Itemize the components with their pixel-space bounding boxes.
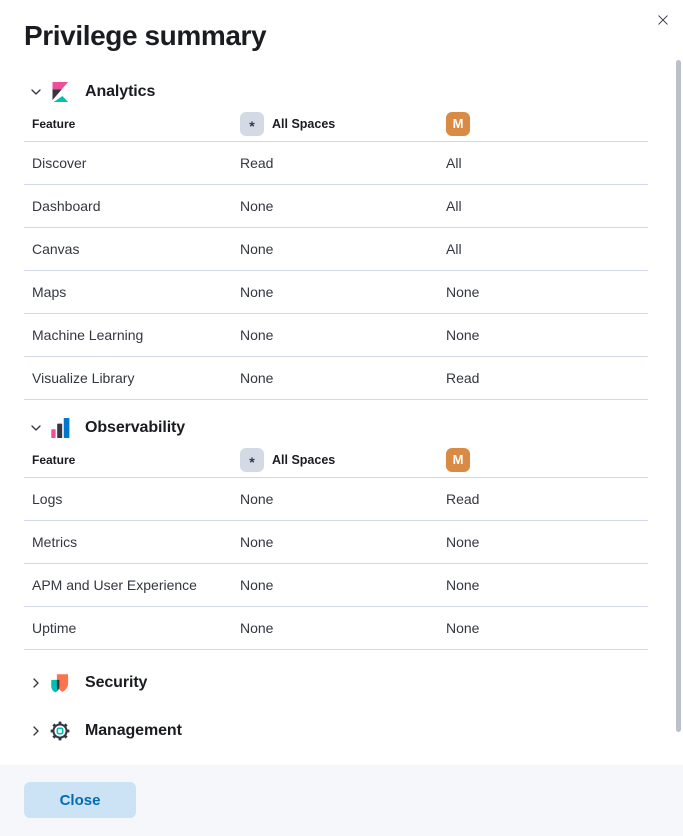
- all-spaces-badge-text: *: [249, 118, 255, 134]
- role-privilege: None: [446, 577, 480, 593]
- section-header-security[interactable]: [24, 671, 648, 695]
- space-privilege: Read: [240, 155, 274, 171]
- all-spaces-avatar: [240, 112, 264, 136]
- chevron-down-icon: [28, 84, 44, 100]
- chevron-down-icon: [28, 420, 44, 436]
- all-spaces-badge-text: *: [249, 454, 255, 470]
- feature-name: Maps: [32, 284, 67, 300]
- section-header-analytics[interactable]: [24, 80, 648, 104]
- table-row: [24, 314, 648, 357]
- role-privilege: All: [446, 198, 462, 214]
- feature-name: Canvas: [32, 241, 80, 257]
- close-x-glyph: [656, 13, 670, 27]
- table-row: [24, 142, 648, 185]
- section-label: Analytics: [85, 83, 156, 100]
- chevron-right-icon: [28, 723, 44, 739]
- feature-name: Uptime: [32, 620, 77, 636]
- table-row: [24, 357, 648, 400]
- space-privilege: None: [240, 198, 274, 214]
- feature-name: Visualize Library: [32, 370, 135, 386]
- table-row: [24, 271, 648, 314]
- space-privilege: None: [240, 284, 274, 300]
- feature-name: Logs: [32, 491, 63, 507]
- feature-name: Metrics: [32, 534, 78, 550]
- role-column-header: [438, 448, 648, 472]
- feature-column-header: Feature: [32, 116, 76, 131]
- section-label: Observability: [85, 419, 186, 436]
- all-spaces-avatar: [240, 448, 264, 472]
- section-observability: [24, 416, 648, 650]
- observability-logo-icon: [50, 418, 70, 438]
- spaces-column-header: [232, 112, 438, 136]
- feature-name: Dashboard: [32, 198, 101, 214]
- table-header-row: [24, 442, 648, 478]
- analytics-privilege-table: [24, 106, 648, 400]
- modal-footer: [0, 765, 683, 836]
- table-header-row: [24, 106, 648, 142]
- section-management: [24, 719, 648, 743]
- section-header-observability[interactable]: [24, 416, 648, 440]
- table-row: [24, 607, 648, 650]
- role-column-header: [438, 112, 648, 136]
- section-security: [24, 671, 648, 695]
- modal-scroll-body: [0, 60, 683, 765]
- space-privilege: None: [240, 491, 274, 507]
- feature-name: Discover: [32, 155, 87, 171]
- table-row: [24, 521, 648, 564]
- management-gear-icon: [50, 721, 70, 741]
- spaces-column-label: All Spaces: [272, 116, 336, 131]
- table-row: [24, 564, 648, 607]
- role-privilege: None: [446, 534, 480, 550]
- spaces-column-label: All Spaces: [272, 452, 336, 467]
- role-badge-text: M: [452, 452, 464, 467]
- space-privilege: None: [240, 620, 274, 636]
- modal-title: Privilege summary: [24, 20, 267, 51]
- table-row: [24, 228, 648, 271]
- section-analytics: [24, 80, 648, 400]
- role-privilege: None: [446, 620, 480, 636]
- spaces-column-header: [232, 448, 438, 472]
- role-privilege: Read: [446, 491, 480, 507]
- section-label: Management: [85, 722, 182, 739]
- feature-column-header: Feature: [32, 452, 76, 467]
- space-privilege: None: [240, 577, 274, 593]
- space-privilege: None: [240, 241, 274, 257]
- role-privilege: Read: [446, 370, 480, 386]
- chevron-right-icon: [28, 675, 44, 691]
- close-icon[interactable]: [651, 8, 675, 32]
- table-row: [24, 185, 648, 228]
- role-privilege: All: [446, 155, 462, 171]
- space-privilege: None: [240, 534, 274, 550]
- role-avatar: [446, 448, 470, 472]
- feature-name: Machine Learning: [32, 327, 144, 343]
- role-badge-text: M: [452, 116, 464, 131]
- analytics-logo-icon: [50, 82, 70, 102]
- role-privilege: All: [446, 241, 462, 257]
- section-header-management[interactable]: [24, 719, 648, 743]
- space-privilege: None: [240, 327, 274, 343]
- observability-privilege-table: [24, 442, 648, 650]
- security-logo-icon: [50, 673, 70, 693]
- role-avatar: [446, 112, 470, 136]
- space-privilege: None: [240, 370, 274, 386]
- section-label: Security: [85, 674, 148, 691]
- vertical-scrollbar[interactable]: [676, 60, 681, 732]
- role-privilege: None: [446, 327, 480, 343]
- close-button[interactable]: Close: [24, 782, 136, 818]
- feature-name: APM and User Experience: [32, 577, 197, 593]
- role-privilege: None: [446, 284, 480, 300]
- table-row: [24, 478, 648, 521]
